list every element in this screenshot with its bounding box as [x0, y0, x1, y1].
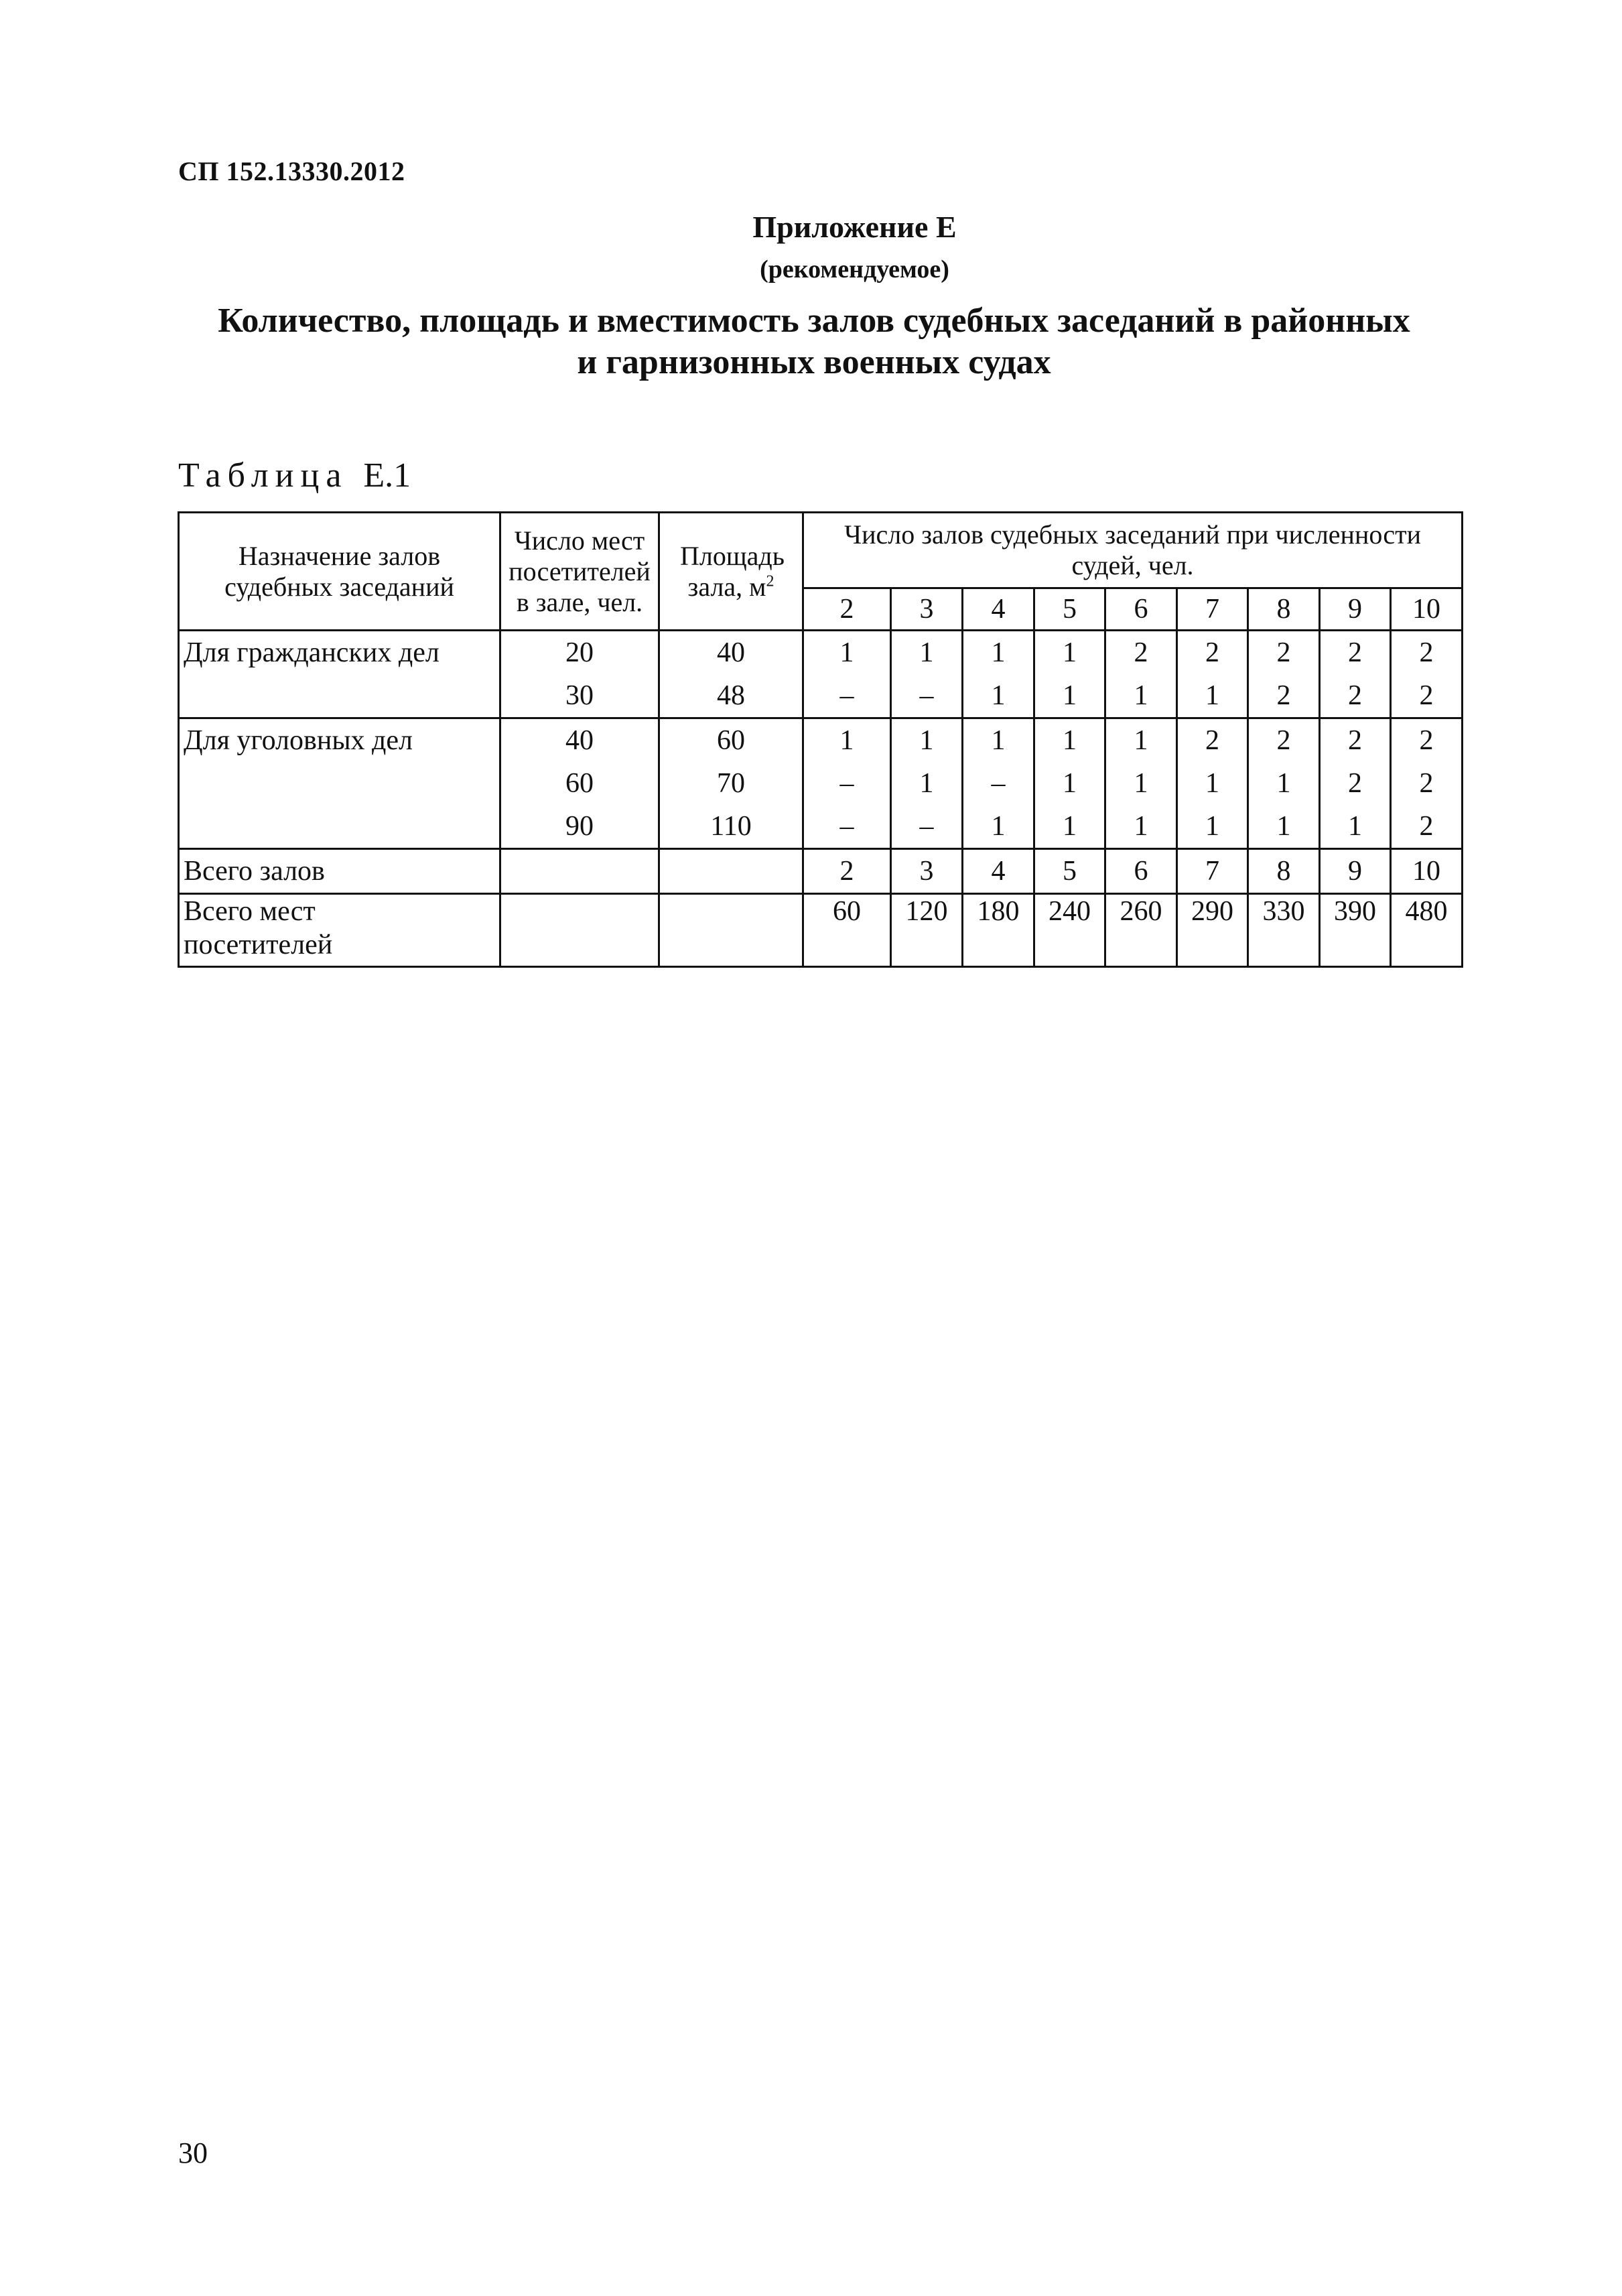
table-row: [179, 762, 1463, 805]
total-halls-cell: 5: [1034, 849, 1105, 894]
value-cell: 1: [891, 762, 963, 805]
value-cell: 2: [1320, 718, 1391, 763]
seats-cell: 40: [500, 718, 659, 763]
total-seats-cell: 120: [891, 894, 963, 967]
area-cell: 70: [659, 762, 803, 805]
value-cell: 1: [963, 805, 1034, 849]
empty-cell: [500, 894, 659, 967]
area-cell: 48: [659, 674, 803, 718]
value-cell: –: [803, 674, 891, 718]
total-halls-cell: 4: [963, 849, 1034, 894]
total-seats-cell: 480: [1391, 894, 1463, 967]
value-cell: 2: [1248, 718, 1320, 763]
value-cell: 1: [1177, 805, 1248, 849]
value-cell: 2: [1391, 718, 1463, 763]
value-cell: 1: [1034, 805, 1105, 849]
empty-cell: [659, 849, 803, 894]
total-seats-cell: 290: [1177, 894, 1248, 967]
total-halls-cell: 9: [1320, 849, 1391, 894]
value-cell: 1: [963, 631, 1034, 675]
value-cell: 1: [803, 718, 891, 763]
value-cell: –: [891, 805, 963, 849]
total-seats-label: [179, 894, 500, 967]
total-seats-cell: 240: [1034, 894, 1105, 967]
judges-cell: 5: [1034, 588, 1105, 631]
total-halls-cell: 3: [891, 849, 963, 894]
header-purpose: Назначение залов судебных заседаний: [179, 513, 500, 631]
judges-cell: 10: [1391, 588, 1463, 631]
area-cell: 110: [659, 805, 803, 849]
value-cell: 1: [1105, 805, 1177, 849]
judges-cell: 4: [963, 588, 1034, 631]
group-label-empty: [179, 805, 500, 849]
seats-cell: 90: [500, 805, 659, 849]
table-row-total-halls: [179, 849, 1463, 894]
total-seats-cell: 60: [803, 894, 891, 967]
total-seats-cell: 390: [1320, 894, 1391, 967]
header-area-sup: 2: [766, 572, 774, 590]
total-halls-cell: 8: [1248, 849, 1320, 894]
area-cell: 40: [659, 631, 803, 675]
value-cell: 1: [1105, 762, 1177, 805]
table-caption-number: Е.1: [363, 456, 411, 495]
total-halls-cell: 7: [1177, 849, 1248, 894]
value-cell: 1: [1034, 762, 1105, 805]
document-code: СП 152.13330.2012: [178, 156, 405, 186]
value-cell: –: [803, 805, 891, 849]
total-seats-cell: 260: [1105, 894, 1177, 967]
empty-cell: [500, 849, 659, 894]
total-seats-cell: 180: [963, 894, 1034, 967]
seats-cell: 30: [500, 674, 659, 718]
judges-cell: 3: [891, 588, 963, 631]
value-cell: 1: [1320, 805, 1391, 849]
value-cell: –: [963, 762, 1034, 805]
appendix-status: (рекомендуемое): [760, 255, 949, 283]
total-halls-label: Всего залов: [179, 849, 500, 894]
table-row-total-seats: [179, 894, 1463, 967]
halls-table: [178, 511, 1463, 968]
table-row: [179, 631, 1463, 675]
value-cell: 2: [1320, 762, 1391, 805]
table-caption: [178, 456, 411, 495]
value-cell: 1: [1034, 674, 1105, 718]
area-cell: 60: [659, 718, 803, 763]
heading-line-2: и гарнизонных военных судах: [577, 343, 1051, 381]
value-cell: 2: [1320, 674, 1391, 718]
value-cell: 2: [1248, 631, 1320, 675]
header-area-text: Площадь зала, м: [680, 540, 785, 602]
table-header-row: [179, 513, 1463, 588]
value-cell: 2: [1320, 631, 1391, 675]
document-heading: [174, 300, 1454, 383]
value-cell: 1: [1105, 674, 1177, 718]
total-halls-cell: 10: [1391, 849, 1463, 894]
judges-cell: 7: [1177, 588, 1248, 631]
judges-cell: 2: [803, 588, 891, 631]
value-cell: 2: [1248, 674, 1320, 718]
group-label: Для гражданских дел: [179, 631, 500, 675]
value-cell: 1: [1034, 631, 1105, 675]
group-label: Для уголовных дел: [179, 718, 500, 763]
value-cell: 2: [1391, 631, 1463, 675]
judges-cell: 8: [1248, 588, 1320, 631]
table-caption-word: Таблица: [178, 456, 348, 495]
value-cell: 1: [1105, 718, 1177, 763]
value-cell: 2: [1391, 674, 1463, 718]
value-cell: 1: [1248, 762, 1320, 805]
value-cell: 2: [1105, 631, 1177, 675]
value-cell: 1: [1248, 805, 1320, 849]
judges-cell: 6: [1105, 588, 1177, 631]
page-number: 30: [178, 2136, 208, 2169]
appendix-title: Приложение Е: [752, 210, 957, 244]
value-cell: 1: [891, 718, 963, 763]
value-cell: 1: [1034, 718, 1105, 763]
value-cell: –: [891, 674, 963, 718]
value-cell: 2: [1391, 805, 1463, 849]
total-seats-label-line-2: посетителей: [184, 930, 333, 960]
total-seats-cell: 330: [1248, 894, 1320, 967]
table-row: [179, 805, 1463, 849]
judges-cell: 9: [1320, 588, 1391, 631]
value-cell: 1: [891, 631, 963, 675]
group-label-empty: [179, 762, 500, 805]
value-cell: 1: [803, 631, 891, 675]
table-row: [179, 718, 1463, 763]
value-cell: 1: [1177, 762, 1248, 805]
value-cell: 1: [1177, 674, 1248, 718]
total-halls-cell: 6: [1105, 849, 1177, 894]
total-halls-cell: 2: [803, 849, 891, 894]
value-cell: 1: [963, 674, 1034, 718]
header-seats: Число мест посетителей в зале, чел.: [500, 513, 659, 631]
value-cell: 2: [1177, 631, 1248, 675]
seats-cell: 20: [500, 631, 659, 675]
total-seats-label-line-1: Всего мест: [184, 896, 316, 927]
value-cell: 1: [963, 718, 1034, 763]
value-cell: –: [803, 762, 891, 805]
value-cell: 2: [1177, 718, 1248, 763]
value-cell: 2: [1391, 762, 1463, 805]
table-row: [179, 674, 1463, 718]
seats-cell: 60: [500, 762, 659, 805]
group-label-empty: [179, 674, 500, 718]
heading-line-1: Количество, площадь и вместимость залов судебных заседаний в районных: [218, 302, 1410, 340]
header-halls-by-judges: Число залов судебных заседаний при численности судей, чел.: [803, 513, 1463, 588]
header-area: [659, 513, 803, 631]
empty-cell: [659, 894, 803, 967]
